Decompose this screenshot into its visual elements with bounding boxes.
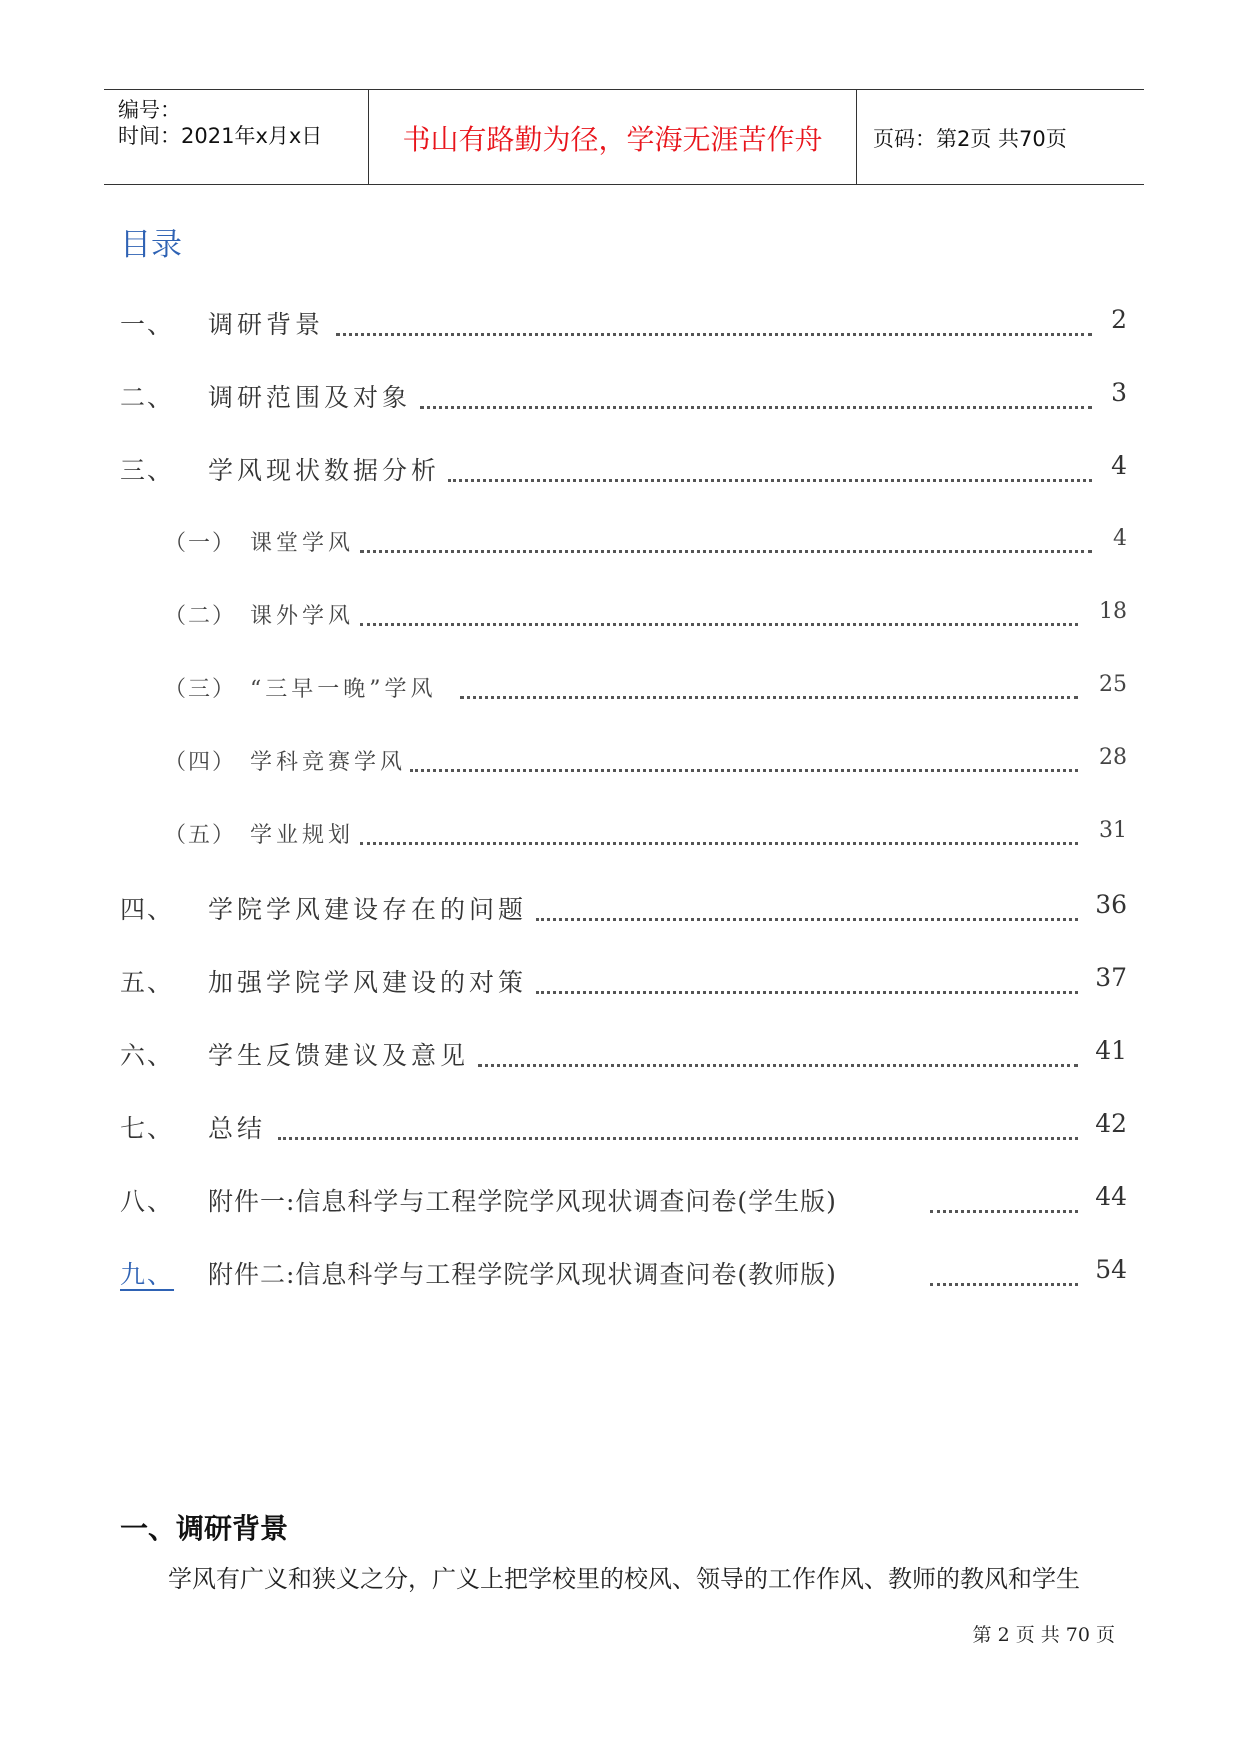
toc-title: 目录 <box>120 227 182 263</box>
toc-entry-title: 学风现状数据分析 <box>208 456 441 485</box>
document-header <box>104 89 1144 185</box>
toc-entry-page: 2 <box>1111 305 1127 334</box>
toc-entry[interactable] <box>0 1036 1241 1076</box>
toc-dot-leader <box>420 406 1092 409</box>
toc-entry-number: （五） <box>164 823 237 848</box>
toc-entry-title: 调研背景 <box>208 310 325 339</box>
toc-dot-leader <box>930 1283 1078 1286</box>
toc-entry[interactable] <box>0 1182 1241 1222</box>
toc-entry[interactable] <box>0 305 1241 345</box>
toc-entry-page: 41 <box>1095 1036 1127 1065</box>
toc-entry-number: （三） <box>164 677 237 702</box>
toc-entry-title: 加强学院学风建设的对策 <box>208 968 528 997</box>
document-time-label: 时间：2021年x月x日 <box>118 124 323 148</box>
toc-entry[interactable] <box>0 1109 1241 1149</box>
toc-dot-leader <box>536 991 1078 994</box>
toc-entry-title: “三早一晚”学风 <box>250 677 437 702</box>
toc-entry[interactable] <box>0 818 1241 858</box>
toc-entry-number: （一） <box>164 531 237 556</box>
toc-entry-page: 3 <box>1111 378 1127 407</box>
document-number-label: 编号： <box>118 98 181 122</box>
toc-entry-title: 学院学风建设存在的问题 <box>208 895 528 924</box>
header-meta-cell <box>104 90 368 184</box>
toc-entry-page: 42 <box>1095 1109 1127 1138</box>
toc-dot-leader <box>536 918 1078 921</box>
toc-entry[interactable] <box>0 963 1241 1003</box>
section-heading: 一、调研背景 <box>120 1512 289 1545</box>
header-motto-cell <box>368 90 857 184</box>
toc-entry-number: 二、 <box>120 383 175 412</box>
toc-dot-leader <box>478 1064 1078 1067</box>
toc-entry-title: 学生反馈建议及意见 <box>208 1041 470 1070</box>
toc-entry-number-link[interactable]: 九、 <box>120 1260 175 1289</box>
toc-entry-page: 54 <box>1095 1255 1127 1284</box>
toc-entry-title: 课堂学风 <box>250 531 355 556</box>
toc-dot-leader <box>460 696 1078 699</box>
toc-dot-leader <box>448 479 1092 482</box>
header-page-code: 页码：第2页 共70页 <box>873 127 1067 151</box>
toc-entry-number: 五、 <box>120 968 175 997</box>
toc-entry-page: 36 <box>1095 890 1127 919</box>
toc-entry-page: 31 <box>1099 818 1127 843</box>
header-motto: 书山有路勤为径，学海无涯苦作舟 <box>402 123 823 156</box>
toc-entry-title: 调研范围及对象 <box>208 383 412 412</box>
toc-entry[interactable] <box>0 1255 1241 1295</box>
toc-entry-page: 18 <box>1099 599 1127 624</box>
toc-entry[interactable] <box>0 745 1241 785</box>
toc-entry-number: 七、 <box>120 1114 175 1143</box>
toc-entry-title: 学业规划 <box>250 823 355 848</box>
toc-entry-title: 附件一:信息科学与工程学院学风现状调查问卷(学生版) <box>208 1187 837 1216</box>
toc-entry-title: 总结 <box>208 1114 267 1143</box>
toc-dot-leader <box>410 769 1078 772</box>
toc-entry[interactable] <box>0 599 1241 639</box>
toc-entry-number: 六、 <box>120 1041 175 1070</box>
toc-entry[interactable] <box>0 890 1241 930</box>
toc-entry[interactable] <box>0 378 1241 418</box>
toc-entry-title: 附件二:信息科学与工程学院学风现状调查问卷(教师版) <box>208 1260 837 1289</box>
toc-dot-leader <box>930 1210 1078 1213</box>
toc-entry-title: 课外学风 <box>250 604 355 629</box>
toc-entry-number: （二） <box>164 604 237 629</box>
header-page-cell <box>857 90 1144 184</box>
section-paragraph: 学风有广义和狭义之分，广义上把学校里的校风、领导的工作作风、教师的教风和学生 <box>168 1565 1080 1593</box>
toc-entry[interactable] <box>0 526 1241 566</box>
toc-dot-leader <box>278 1137 1078 1140</box>
toc-dot-leader <box>336 333 1092 336</box>
toc-entry[interactable] <box>0 451 1241 491</box>
toc-entry-number: 一、 <box>120 310 175 339</box>
toc-entry-page: 37 <box>1095 963 1127 992</box>
toc-dot-leader <box>360 842 1078 845</box>
toc-entry-page: 25 <box>1099 672 1127 697</box>
toc-entry-number: 八、 <box>120 1187 175 1216</box>
toc-entry-number: 四、 <box>120 895 175 924</box>
toc-entry-number: （四） <box>164 750 237 775</box>
toc-entry-page: 28 <box>1099 745 1127 770</box>
page-footer: 第 2 页 共 70 页 <box>972 1624 1115 1646</box>
toc-entry[interactable] <box>0 672 1241 712</box>
toc-entry-title: 学科竞赛学风 <box>250 750 407 775</box>
toc-entry-page: 4 <box>1111 451 1127 480</box>
toc-entry-page: 44 <box>1095 1182 1127 1211</box>
toc-entry-page: 4 <box>1113 526 1127 551</box>
toc-dot-leader <box>360 550 1092 553</box>
toc-dot-leader <box>360 623 1078 626</box>
toc-entry-number: 三、 <box>120 456 175 485</box>
